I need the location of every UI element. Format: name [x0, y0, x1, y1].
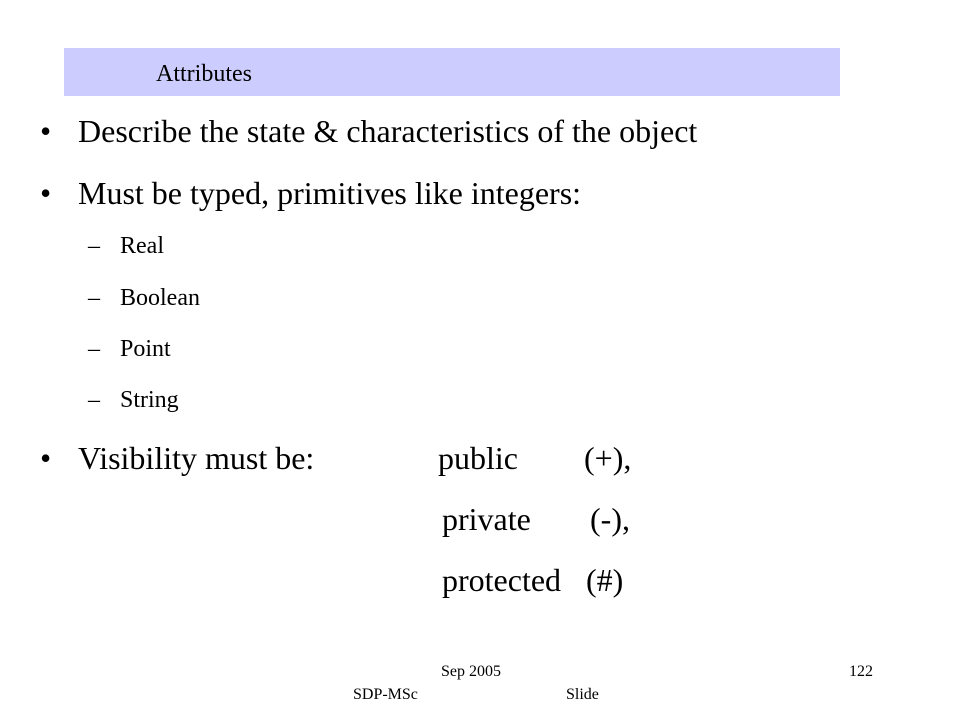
dash-icon: –	[88, 336, 100, 362]
sub-item-text: String	[120, 387, 179, 413]
bullet-icon: •	[40, 113, 52, 149]
title-bar	[64, 48, 840, 96]
dash-icon: –	[88, 233, 100, 259]
bullet-icon: •	[40, 440, 52, 476]
slide-title: Attributes	[156, 61, 252, 87]
dash-icon: –	[88, 285, 100, 311]
visibility-name-public: public	[438, 440, 518, 476]
dash-icon: –	[88, 387, 100, 413]
visibility-name-protected: protected	[442, 562, 562, 598]
sub-item-text: Boolean	[120, 285, 200, 311]
visibility-symbol-protected: (#)	[586, 562, 624, 598]
sub-item-text: Real	[120, 233, 164, 259]
visibility-name-private: private	[442, 501, 531, 537]
footer-date: Sep 2005	[441, 663, 501, 680]
visibility-symbol-public: (+),	[584, 440, 632, 476]
sub-item-text: Point	[120, 336, 171, 362]
bullet-text: Must be typed, primitives like integers:	[78, 175, 582, 211]
bullet-icon: •	[40, 175, 52, 211]
visibility-symbol-private: (-),	[590, 501, 630, 537]
footer-page-number: 122	[849, 663, 873, 680]
visibility-label: Visibility must be:	[78, 440, 315, 476]
footer-slide-label: Slide	[566, 686, 599, 703]
bullet-text: Describe the state & characteristics of the object	[78, 113, 698, 149]
footer-course: SDP-MSc	[353, 686, 418, 703]
